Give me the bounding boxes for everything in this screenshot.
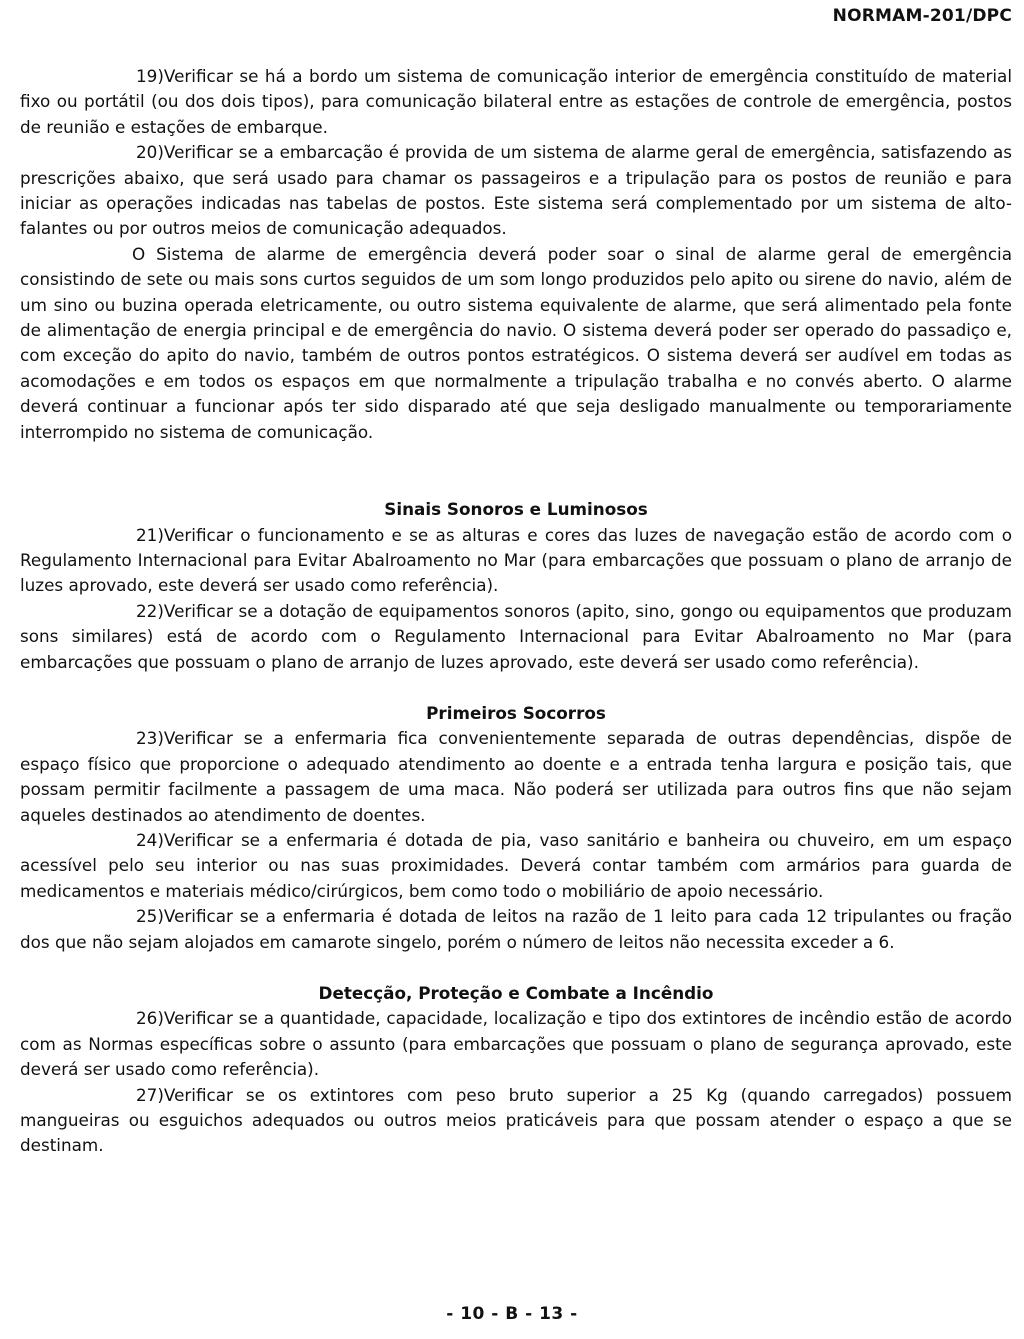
paragraph-alarm-system — [20, 242, 1012, 445]
paragraph-text: Verificar se a enfermaria fica convenientemente separada de outras dependências, dispõe de espaço físico que proporcione o adequado atendimento ao doente e a entrada tenha largura e posição tais, que possam permitir facilmente a passagem de uma maca. Não poderá ser utilizada para outros fins que não sejam aqueles destinados ao atendimento de doentes. — [20, 728, 1012, 825]
paragraph-19 — [20, 64, 1012, 140]
item-number: 21) — [136, 524, 164, 545]
paragraph-21 — [20, 523, 1012, 599]
paragraph-26 — [20, 1006, 1012, 1082]
paragraph-27 — [20, 1083, 1012, 1159]
paragraph-text: Verificar o funcionamento e se as alturas e cores das luzes de navegação estão de acordo com o Regulamento Internacional para Evitar Abalroamento no Mar (para embarcações que possuam o plano de arranjo de luzes aprovado, este deverá ser usado como referência). — [20, 524, 1012, 596]
paragraph-text: Verificar se a dotação de equipamentos sonoros (apito, sino, gongo ou equipamentos que produzam sons similares) está de acordo com o Regulamento Internacional para Evitar Abalroamento no Mar (para embarcações que possuam o plano de arranjo de luzes aprovado, este deverá ser usado como referência). — [20, 600, 1012, 672]
paragraph-text: Verificar se a quantidade, capacidade, localização e tipo dos extintores de incêndio estão de acordo com as Normas específicas sobre o assunto (para embarcações que possuam o plano de segurança aprovado, este deverá ser usado como referência). — [20, 1008, 1012, 1080]
paragraph-24 — [20, 828, 1012, 904]
paragraph-20 — [20, 140, 1012, 242]
paragraph-text: Verificar se os extintores com peso bruto superior a 25 Kg (quando carregados) possuem mangueiras ou esguichos adequados ou outros meios praticáveis para que possam atender o espaço a que se destinam. — [20, 1084, 1012, 1156]
item-number: 25) — [136, 906, 164, 927]
paragraph-text: Verificar se a embarcação é provida de um sistema de alarme geral de emergência, satisfazendo as prescrições abaixo, que será usado para chamar os passageiros e a tripulação para os postos de reunião e para iniciar as operações indicadas nas tabelas de postos. Este sistema será complementado por um sistema de alto-falantes ou por outros meios de comunicação adequados. — [20, 142, 1012, 239]
paragraph-25 — [20, 904, 1012, 955]
paragraph-text: Verificar se a enfermaria é dotada de leitos na razão de 1 leito para cada 12 tripulantes ou fração dos que não sejam alojados em camarote singelo, porém o número de leitos não necessita exceder a 6. — [20, 906, 1012, 952]
paragraph-text: Verificar se há a bordo um sistema de comunicação interior de emergência constituído de material fixo ou portátil (ou dos dois tipos), para comunicação bilateral entre as estações de controle de emergência, postos de reunião e estações de embarque. — [20, 66, 1012, 137]
document-body — [20, 64, 1012, 1159]
page-number: - 10 - B - 13 - — [446, 1304, 578, 1324]
item-number: 27) — [136, 1084, 164, 1105]
section-title-primeiros-socorros: Primeiros Socorros — [426, 702, 606, 723]
item-number: 24) — [136, 829, 164, 850]
spacer — [20, 955, 1012, 981]
item-number: 23) — [136, 728, 164, 749]
item-number: 22) — [136, 600, 164, 621]
paragraph-23 — [20, 726, 1012, 828]
section-title-incendio: Detecção, Proteção e Combate a Incêndio — [318, 983, 714, 1003]
item-number: 19) — [136, 66, 164, 86]
spacer — [20, 675, 1012, 701]
item-number: 20) — [136, 142, 164, 163]
item-number: 26) — [136, 1008, 164, 1029]
section-title-sinais: Sinais Sonoros e Luminosos — [384, 499, 648, 520]
paragraph-text: Verificar se a enfermaria é dotada de pia, vaso sanitário e banheira ou chuveiro, em um espaço acessível pelo seu interior ou nas suas proximidades. Deverá contar também com armários para guarda de medicamentos e materiais médico/cirúrgicos, bem como todo o mobiliário de apoio necessário. — [20, 829, 1012, 901]
spacer — [20, 445, 1012, 497]
document-code: NORMAM-201/DPC — [832, 6, 1012, 26]
paragraph-text: O Sistema de alarme de emergência deverá poder soar o sinal de alarme geral de emergência consistindo de sete ou mais sons curtos seguidos de um som longo produzidos pelo apito ou sirene do navio, além de um sino ou buzina operada eletricamente, ou outro sistema equivalente de alarme, que será alimentado pela fonte de alimentação de energia principal e de emergência do navio. O sistema deverá poder ser operado do passadiço e, com exceção do apito do navio, também de outros pontos estratégicos. O sistema deverá ser audível em todas as acomodações e em todos os espaços em que normalmente a tripulação trabalha e no convés aberto. O alarme deverá continuar a funcionar após ter sido disparado até que seja desligado manualmente ou temporariamente interrompido no sistema de comunicação. — [20, 243, 1012, 442]
paragraph-22 — [20, 599, 1012, 675]
